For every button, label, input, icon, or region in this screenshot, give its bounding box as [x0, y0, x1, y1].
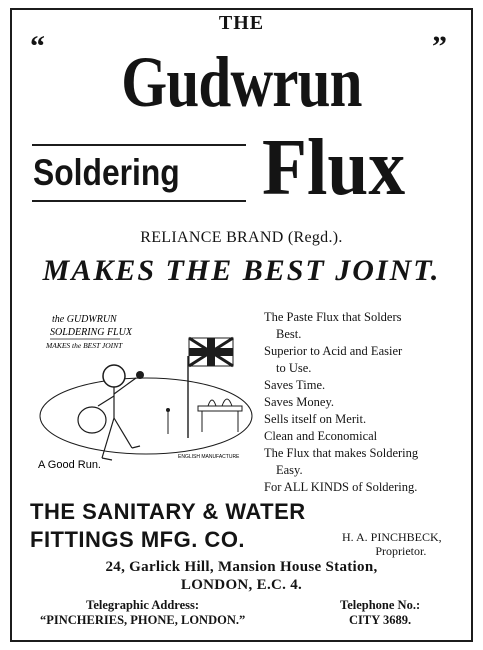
- telephone-value: CITY 3689.: [349, 613, 412, 627]
- illus-line2: SOLDERING FLUX: [50, 327, 132, 338]
- close-quote: ”: [432, 30, 447, 63]
- tagline: MAKES THE BEST JOINT.: [42, 254, 441, 287]
- feature-item: Superior to Acid and Easier: [264, 344, 403, 358]
- telephone-number: [340, 598, 420, 628]
- proprietor-title: Proprietor.: [375, 544, 427, 558]
- proprietor-name: H. A. PINCHBECK,: [342, 530, 442, 544]
- brand-name: Gudwrun: [121, 42, 362, 122]
- union-flag-icon: [189, 338, 233, 366]
- telephone-label: Telephone No.:: [340, 598, 421, 612]
- the-heading: THE: [218, 12, 265, 34]
- bottom-rule: [32, 200, 246, 202]
- feature-item: Best.: [276, 327, 302, 341]
- feature-item: Easy.: [276, 463, 303, 477]
- proprietor: [342, 530, 442, 558]
- address-line2: LONDON, E.C. 4.: [180, 577, 303, 593]
- running-tin-figure-icon: [78, 365, 144, 460]
- feature-item: Saves Money.: [264, 395, 335, 409]
- feature-item: to Use.: [276, 361, 312, 375]
- telegraph-value: “PINCHERIES, PHONE, LONDON.”: [40, 613, 246, 627]
- feature-item: For ALL KINDS of Soldering.: [264, 480, 418, 494]
- company-name: [30, 498, 306, 554]
- feature-item: Clean and Economical: [264, 429, 378, 443]
- trophy-table-icon: [198, 399, 242, 432]
- top-rule: [32, 144, 246, 146]
- soldering-word: Soldering: [33, 152, 180, 193]
- feature-item: Sells itself on Merit.: [264, 412, 367, 426]
- illus-caption: A Good Run.: [38, 459, 101, 471]
- feature-list: [264, 310, 476, 497]
- illus-credit: ENGLISH MANUFACTURE: [178, 454, 240, 460]
- open-quote: “: [30, 30, 45, 63]
- address-line1: 24, Garlick Hill, Mansion House Station,: [105, 559, 378, 575]
- company-line1: THE SANITARY & WATER: [30, 499, 306, 524]
- feature-item: Saves Time.: [264, 378, 326, 392]
- company-line2: FITTINGS MFG. CO.: [30, 527, 246, 552]
- telegraphic-address: [40, 598, 245, 628]
- telegraph-label: Telegraphic Address:: [86, 598, 200, 612]
- illus-line1: the GUDWRUN: [52, 314, 117, 325]
- feature-item: The Paste Flux that Solders: [264, 310, 402, 324]
- feature-item: The Flux that makes Soldering: [264, 446, 419, 460]
- illustration-running-tin: [28, 308, 256, 483]
- illus-line3: MAKES the BEST JOINT: [46, 341, 123, 350]
- flux-word: Flux: [262, 124, 406, 212]
- address: [0, 558, 483, 594]
- reliance-brand: RELIANCE BRAND (Regd.).: [140, 229, 343, 246]
